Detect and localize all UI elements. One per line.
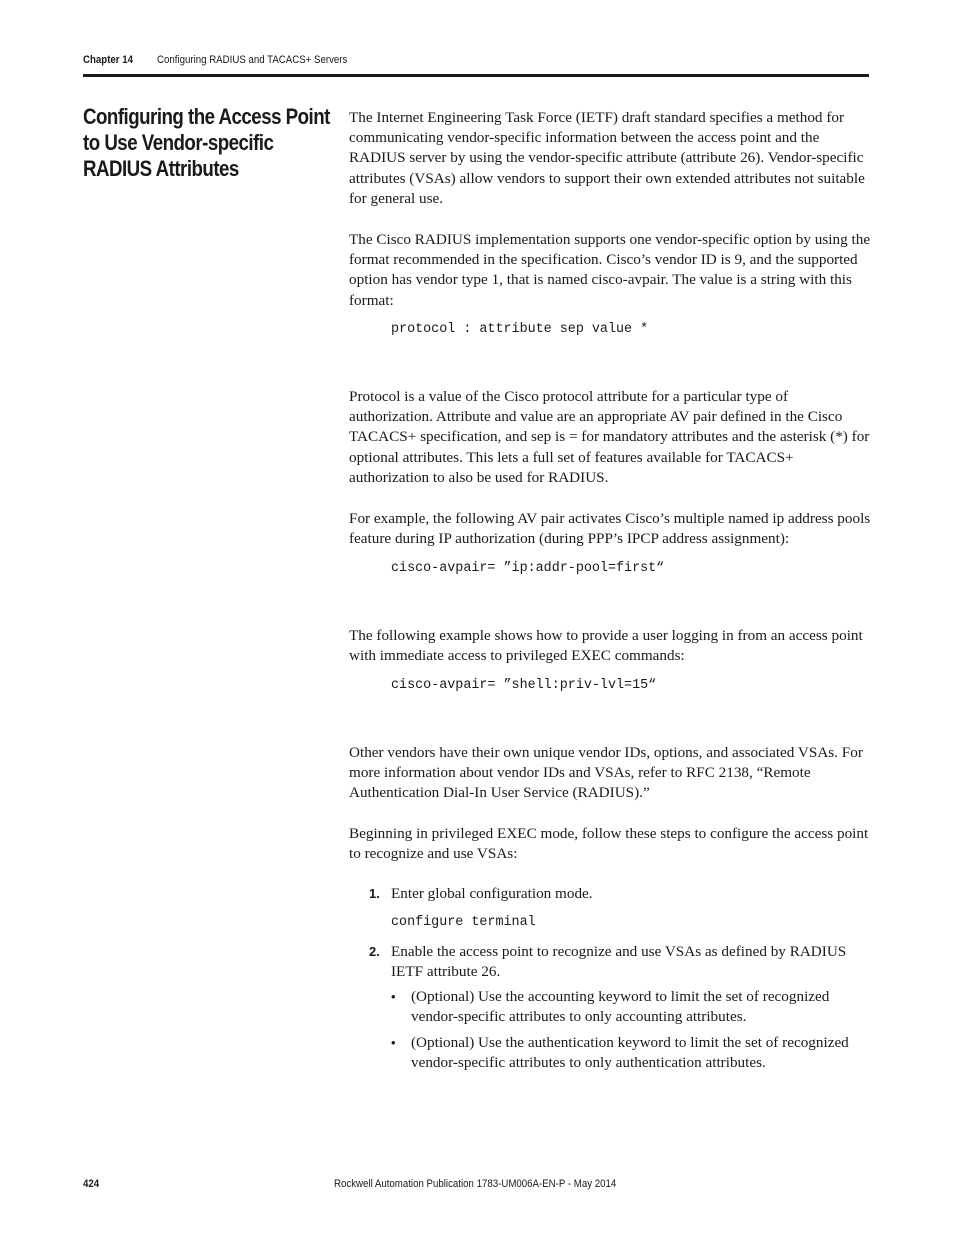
step-text: Enter global configuration mode. (391, 885, 593, 902)
bullet-icon: • (391, 989, 396, 1004)
paragraph-cisco-implementation: The Cisco RADIUS implementation supports one vendor-specific option by using the format recommended in the specification. Cisco’s vendor ID is 9, and the supported option has vendor type 1, that is named cisco-avpair. The value is a string with this format: (349, 231, 871, 309)
paragraph-protocol: Protocol is a value of the Cisco protocol attribute for a particular type of authorization. Attribute and value are an appropriate AV pair defined in the Cisco TACACS+ specification, and sep is = for mandatory attributes and the asterisk (*) for optional attributes. This lets a full set of features available for TACACS+ authorization to also be used for RADIUS. (349, 388, 870, 486)
chapter-label: Chapter 14 (83, 54, 134, 66)
page-header (83, 52, 868, 76)
paragraph-intro: The Internet Engineering Task Force (IETF) draft standard specifies a method for communicating vendor-specific information between the access point and the RADIUS server by using the vendor-specific attribute (attribute 26). Vendor-specific attributes (VSAs) allow vendors to support their own extended attributes not suitable for general use. (349, 109, 865, 207)
paragraph-example-ip: For example, the following AV pair activates Cisco’s multiple named ip address pools feature during IP authorization (during PPP’s IPCP address assignment): (349, 510, 871, 548)
code-shell-priv: cisco-avpair= ”shell:priv-lvl=15“ (391, 678, 657, 693)
step-number: 2. (369, 944, 380, 959)
section-heading: Configuring the Access Point to Use Vendor-specific RADIUS Attributes (83, 104, 330, 181)
chapter-title: Configuring RADIUS and TACACS+ Servers (157, 54, 348, 66)
bullet-text: (Optional) Use the accounting keyword to limit the set of recognized vendor-specific attributes to only accounting attributes. (411, 988, 830, 1026)
step-text: Enable the access point to recognize and use VSAs as defined by RADIUS IETF attribute 26. (391, 943, 847, 981)
code-ip-addr-pool: cisco-avpair= ”ip:addr-pool=first“ (391, 561, 665, 576)
code-configure-terminal: configure terminal (391, 915, 536, 930)
bullet-icon: • (391, 1035, 396, 1050)
paragraph-other-vendors: Other vendors have their own unique vendor IDs, options, and associated VSAs. For more information about vendor IDs and VSAs, refer to RFC 2138, “Remote Authentication Dial-In User Service (RADIUS).” (349, 744, 863, 802)
header-rule (83, 74, 869, 77)
code-format: protocol : attribute sep value * (391, 322, 649, 337)
step-number: 1. (369, 886, 380, 901)
bullet-text: (Optional) Use the authentication keyword to limit the set of recognized vendor-specific attributes to only authentication attributes. (411, 1034, 849, 1072)
page-number: 424 (83, 1178, 100, 1190)
paragraph-steps-intro: Beginning in privileged EXEC mode, follow these steps to configure the access point to recognize and use VSAs: (349, 825, 869, 863)
paragraph-example-shell: The following example shows how to provide a user logging in from an access point with immediate access to privileged EXEC commands: (349, 627, 863, 665)
publication-info: Rockwell Automation Publication 1783-UM006A-EN-P - May 2014 (334, 1178, 617, 1190)
